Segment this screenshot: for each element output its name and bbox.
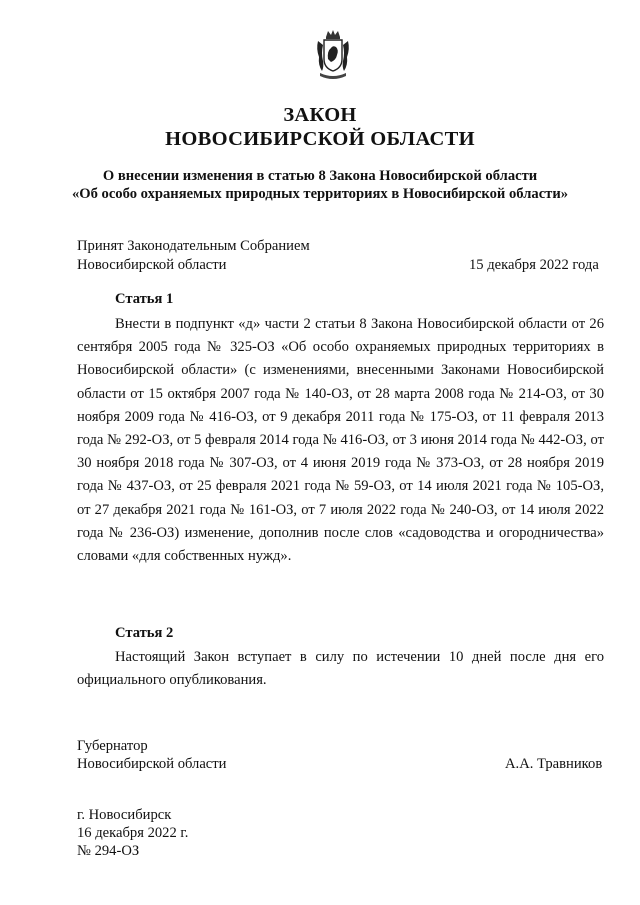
article-2-heading: Статья 2	[115, 625, 174, 641]
law-subject-line-2: «Об особо охраняемых природных территориях в Новосибирской области»	[71, 186, 569, 202]
article-2-text: Настоящий Закон вступает в силу по истечении 10 дней после дня его официального опубликования.	[77, 649, 604, 689]
signatory-name: А.А. Травников	[505, 756, 603, 772]
law-subject-line-1: О внесении изменения в статью 8 Закона Новосибирской области	[102, 168, 538, 184]
document-type-title: ЗАКОН	[283, 104, 357, 126]
article-1-heading: Статья 1	[115, 291, 174, 307]
novosibirsk-coat-of-arms-icon	[314, 29, 352, 81]
adoption-body-line-2: Новосибирской области	[77, 257, 227, 273]
signatory-title-line-2: Новосибирской области	[77, 756, 227, 772]
signing-date: 16 декабря 2022 г.	[77, 825, 189, 841]
law-number: № 294-ОЗ	[77, 843, 140, 859]
adoption-date: 15 декабря 2022 года	[469, 257, 599, 273]
signing-city: г. Новосибирск	[77, 807, 172, 823]
signatory-title-line-1: Губернатор	[77, 738, 148, 754]
region-title: НОВОСИБИРСКОЙ ОБЛАСТИ	[165, 128, 475, 150]
article-1-text: Внести в подпункт «д» части 2 статьи 8 Закона Новосибирской области от 26 сентября 2005 года № 325-ОЗ «Об особо охраняемых природных территориях в Новосибирской области» (с изменениями, внесенными Законами Новосибирской области от 15 октября 2007 года № 140-ОЗ, от 28 марта 2008 года № 214-ОЗ, от 30 ноября 2009 года № 416-ОЗ, от 9 декабря 2011 года № 175-ОЗ, от 11 февраля 2013 года № 292-ОЗ, от 5 февраля 2014 года № 416-ОЗ, от 3 июня 2014 года № 442-ОЗ, от 30 ноября 2018 года № 307-ОЗ, от 4 июня 2019 года № 373-ОЗ, от 28 ноября 2019 года № 437-ОЗ, от 25 февраля 2021 года № 59-ОЗ, от 14 июля 2021 года № 105-ОЗ, от 27 декабря 2021 года № 161-ОЗ, от 7 июля 2022 года № 240-ОЗ, от 14 июля 2022 года № 236-ОЗ) изменение, дополнив после слов «садоводства и огородничества» словами «для собственных нужд».	[77, 316, 604, 565]
adoption-body-line-1: Принят Законодательным Собранием	[77, 238, 310, 254]
